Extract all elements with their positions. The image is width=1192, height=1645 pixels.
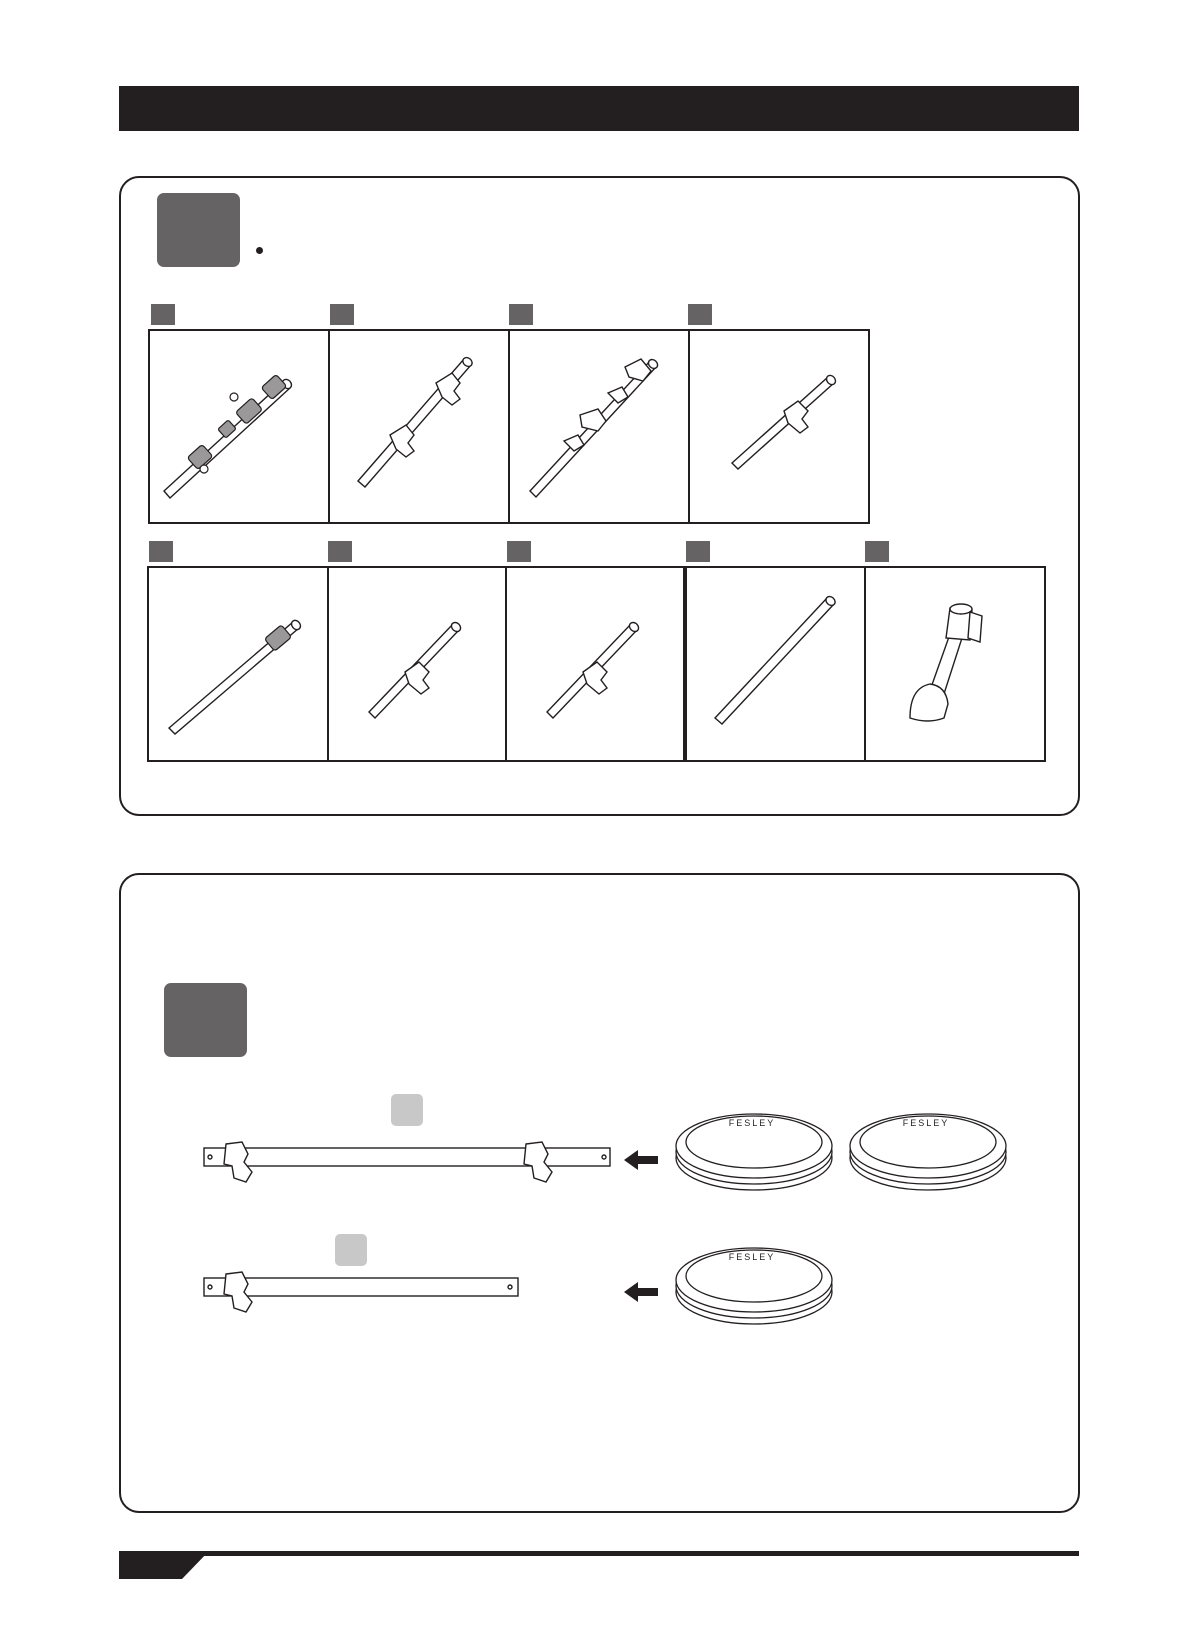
header-bar	[119, 86, 1079, 131]
pad-brand-label: FESLEY	[902, 1118, 950, 1128]
rail-multi-clamps-icon	[510, 331, 690, 524]
footer-line	[119, 1551, 1079, 1556]
rail-three-clamps-icon	[150, 331, 330, 524]
part-box	[688, 329, 870, 524]
pad-brand-label: FESLEY	[728, 1118, 776, 1128]
part-tag	[507, 541, 531, 562]
step-badge	[164, 983, 247, 1057]
part-tag	[328, 541, 352, 562]
part-box	[147, 566, 329, 762]
part-tag	[686, 541, 710, 562]
part-box	[508, 329, 690, 524]
left-arrow-icon	[624, 1150, 660, 1170]
page-number-tab	[119, 1551, 209, 1579]
part-tag	[688, 304, 712, 325]
part-box	[505, 566, 685, 762]
short-rail-clamp-icon	[507, 568, 685, 762]
drum-pad-icon	[672, 1242, 836, 1330]
part-tag	[151, 304, 175, 325]
part-box	[685, 566, 867, 762]
bullet-point	[256, 247, 263, 254]
part-tag	[509, 304, 533, 325]
leg-foot-icon	[866, 568, 1046, 762]
rail-two-clamps-icon	[330, 331, 510, 524]
pad-brand-label: FESLEY	[728, 1252, 776, 1262]
step-badge	[157, 193, 240, 267]
part-tag	[865, 541, 889, 562]
left-arrow-icon	[624, 1282, 660, 1302]
part-box	[148, 329, 330, 524]
drum-pad-icon	[846, 1108, 1010, 1196]
part-tag	[330, 304, 354, 325]
part-box	[328, 329, 510, 524]
part-box	[327, 566, 507, 762]
part-tag	[149, 541, 173, 562]
part-ref-tag	[335, 1234, 367, 1266]
short-rail-clamp-icon	[329, 568, 507, 762]
long-rail-two-clamps-icon	[196, 1140, 616, 1190]
short-rail-one-clamp-icon	[196, 1270, 526, 1320]
short-rail-clamp-icon	[690, 331, 870, 524]
rail-joint-icon	[149, 568, 329, 762]
drum-pad-icon	[672, 1108, 836, 1196]
plain-rail-icon	[687, 568, 867, 762]
part-box	[864, 566, 1046, 762]
part-ref-tag	[391, 1094, 423, 1126]
